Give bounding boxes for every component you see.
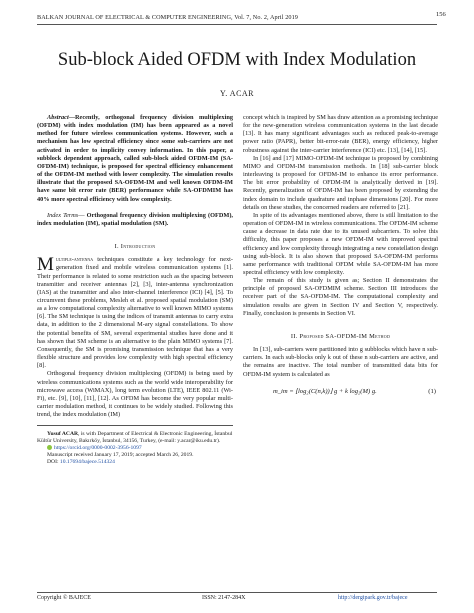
right-paragraph-2: In [16] and [17] MIMO-OFDM-IM technique is proposed by combining MIMO and OFDM-IM transmission methods. In [18] sub-carrier block interleaving is proposed for OFDM-IM to enhance its error performance. The bit error probability of OFDM-IM is analytically derived in [19]. Recently, generalization of OFDM-IM has been proposed by extending the index domain to include quadrature and inphase dimensions [20]. For more details on these studies, the concerned readers are referred to [21]. <box>243 154 438 211</box>
right-paragraph-1: concept which is inspired by SM has draw attention as a promising technique for the new-generation wireless communication systems in the last decade [13]. It has many significant advantages such as reduced peak-to-average power ratio (PAPR), better bit-error-rate (BER), energy efficiency, higher robustness against the inter-carrier interference (ICI) etc. [13], [14], [15]. <box>243 114 438 154</box>
equation-1 <box>243 386 438 400</box>
abstract <box>37 114 233 204</box>
drop-cap: M <box>37 254 54 276</box>
abstract-lead: Abstract <box>47 114 69 121</box>
doi-link[interactable]: 10.17694/bajece.514324 <box>59 458 115 465</box>
orcid-icon <box>47 445 52 450</box>
equation-number: (1) <box>428 387 436 395</box>
right-paragraph-4: The remain of this study is given as; Section II demonstrates the principle of proposed SA-OFDMIM scheme. Section III introduces the receiver part of the SA-OFDM-IM. The computational complexity and simulation results are given in Section IV and Section V, respectively. Finally, conclusion is presents in Section VI. <box>243 277 438 317</box>
paper-title: Sub-block Aided OFDM with Index Modulation <box>57 50 417 70</box>
right-column <box>243 114 438 406</box>
section-heading-method: II. Proposed SA-OFDM-IM Method <box>290 332 391 340</box>
footer-divider <box>37 592 437 593</box>
intro-first-word: ultiple-antenna <box>55 256 94 264</box>
left-column <box>37 114 233 466</box>
right-paragraph-3: In spite of its advantages mentioned above, there is still limitation to the operation of OFDM-IM in wireless communications. The OFDM-IM scheme cause a decrease in data rate due to its unused subcarriers. To solve this difficulty, this paper proposes a new OFDM-IM with improved spectral efficiency and low complexity through integrating a new constellation design using sub-block. It is also shown that proposed SA-OFDM-IM performs same performance with traditional OFDM while SA-OFDM-IM has more spectral efficiency with low complexity. <box>243 211 438 276</box>
intro-paragraph-1-text: techniques constitute a key technology for next-generation fixed and mobile wireless communication systems [1]. Their performance is related to some restriction such as the spacing between transmitter and receiver antennas [2], [3], inter-antenna synchronization (IAS) at the transmitter and also inter-channel interference (ICI) [4], [5]. To circumvent these problems, Mesleh et al. proposed spatial modulation (SM) as a low computational complexity alternative to well known MIMO systems [6]. The SM technique is using the indices of transmit antennas to carry extra data, in addition to the 2 dimensional M-ary signal constellations. To show the potential benefits of SM, several experimental studies have done and it has shown that SM scheme is an alternative to the plain MIMO systems [7]. Consequently, the SM is promising transmission technique that has a very flexible structure and provides low complexity with high spectral efficiency [8]. <box>37 256 233 370</box>
header-divider <box>37 24 437 25</box>
footnote-affiliation: , is with Department of Electrical & Electronic Engineering, İstanbul Kültür University, Bakırköy, İstanbul, 34156, Turkey, (e-mail: y.acar@iku.edu.tr). <box>37 431 233 445</box>
author-footnote <box>37 431 233 466</box>
intro-paragraph-2: Orthogonal frequency division multiplexing (OFDM) is being used by wireless communications systems such as the world wide interoperability for microwave access (WiMAX), long term evolution (LTE), IEEE 802.11 (Wi-Fi), etc. [9], [10], [11], [12]. As OFDM has become the very popular multi-carrier modulation method, it continues to be widely studied. Following this trend, the index modulation (IM) <box>37 370 233 419</box>
manuscript-dates: Manuscript received January 17, 2019; accepted March 26, 2019. <box>47 452 194 459</box>
author-line: Y. ACAR <box>219 89 255 98</box>
footer-copyright: Copyright © BAJECE <box>37 595 91 601</box>
index-terms-text: Orthogonal frequency division multiplexing (OFDM), index modulation (IM), spatial modulation (SM). <box>37 211 233 227</box>
method-paragraph-1: In [13], sub-carriers were partitioned into g subblocks which have n sub-carriers. In each sub-blocks only k out of these n sub-carriers are active, and the remains are inactive. The total number of transmitted data bits for OFDM-IM system is calculated as <box>243 346 438 378</box>
index-terms: Index Terms— Orthogonal frequency division multiplexing (OFDM), index modulation (IM), spatial modulation (SM). <box>37 211 233 227</box>
intro-paragraph-1 <box>37 256 233 370</box>
page-number: 156 <box>436 11 446 18</box>
equation-body: m_im = ⌊log₂(C(n,k))⌋ g + k log₂(M) g. <box>273 387 377 395</box>
section-heading-introduction: I. Introduction <box>114 243 156 251</box>
orcid-link[interactable]: https://orcid.org/0000-0002-3956-1097 <box>54 445 142 452</box>
journal-header: BALKAN JOURNAL OF ELECTRICAL & COMPUTER ENGINEERING, Vol. 7, No. 2, April 2019 <box>37 14 298 21</box>
footer-url[interactable]: http://dergipark.gov.tr/bajece <box>338 595 408 601</box>
doi-label: DOI: <box>47 458 59 465</box>
index-terms-lead: Index Terms <box>47 211 79 219</box>
footnote-divider <box>37 425 233 426</box>
footer-issn: ISSN: 2147-284X <box>202 595 246 601</box>
abstract-text: —Recently, orthogonal frequency division multiplexing (OFDM) with index modulation (IM) has been appeared as a novel method for future wireless communication systems. However, such a mechanism has low spectral efficiency since some sub-carriers are not activated in order to implicity convey information. In this paper, a subblock dependent approach, called sub-block aided OFDM-IM (SA-OFDM-IM) technique, is proposed for spectral efficiency enhancement of the OFDM-IM method with lower complexity. The simulation results illustrate that the proposed SA-OFDM-IM and well known OFDM-IM have same bit error rate (BER) performance while SA-OFDMIM has 40% more spectral efficiency with low complexity. <box>37 114 233 203</box>
footnote-author: Yusuf ACAR <box>47 431 79 438</box>
